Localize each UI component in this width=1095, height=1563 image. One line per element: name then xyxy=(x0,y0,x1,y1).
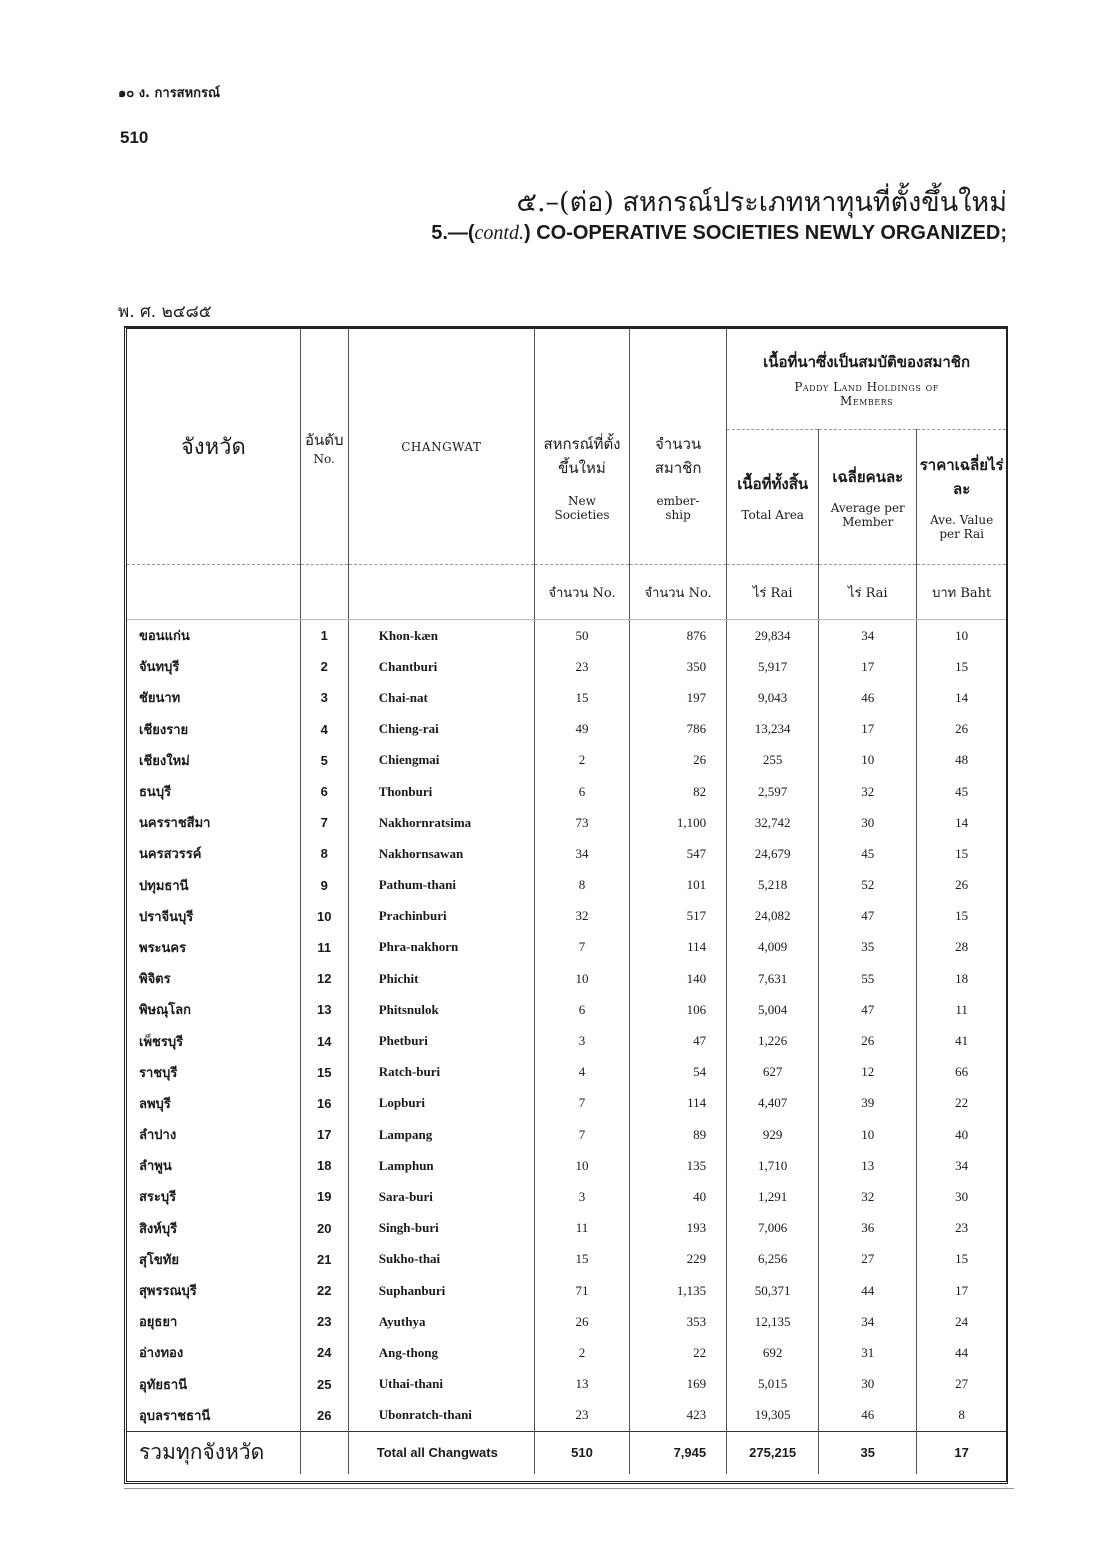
table-row xyxy=(127,1150,1006,1181)
table-row xyxy=(127,963,1006,994)
header-new-societies: สหกรณ์ที่ตั้งขึ้นใหม่ New Societies xyxy=(534,329,629,565)
new-societies-cell: 3 xyxy=(534,1025,629,1056)
table-row xyxy=(127,745,1006,776)
new-societies-cell: 34 xyxy=(534,838,629,869)
changwat-thai-cell: เพ็ชรบุรี xyxy=(139,1034,184,1050)
value-per-rai-cell: 26 xyxy=(917,714,1006,745)
membership-cell: 82 xyxy=(630,776,727,807)
unit-mem: จำนวน No. xyxy=(630,565,727,620)
value-per-rai-cell: 14 xyxy=(917,807,1006,838)
changwat-name-cell: Ratch-buri xyxy=(348,1057,534,1088)
table-row xyxy=(127,1057,1006,1088)
membership-cell: 876 xyxy=(630,620,727,652)
table-row xyxy=(127,1306,1006,1337)
total-area-cell: 24,679 xyxy=(727,838,819,869)
table-row xyxy=(127,807,1006,838)
table-row xyxy=(127,1213,1006,1244)
table-row xyxy=(127,994,1006,1025)
new-societies-cell: 15 xyxy=(534,1244,629,1275)
membership-cell: 517 xyxy=(630,901,727,932)
value-per-rai-cell: 48 xyxy=(917,745,1006,776)
value-per-rai-cell: 11 xyxy=(917,994,1006,1025)
changwat-thai-cell: สุโขทัย xyxy=(139,1252,179,1268)
changwat-thai-cell: นครสวรรค์ xyxy=(139,847,202,863)
changwat-thai-cell: สุพรรณบุรี xyxy=(139,1284,197,1300)
row-number-cell: 24 xyxy=(300,1337,348,1368)
total-area-cell: 929 xyxy=(727,1119,819,1150)
row-number-cell: 5 xyxy=(300,745,348,776)
new-societies-cell: 11 xyxy=(534,1213,629,1244)
changwat-thai-cell: พิจิตร xyxy=(139,972,171,988)
header-no: อันดับ No. xyxy=(300,329,348,565)
row-number-cell: 10 xyxy=(300,901,348,932)
membership-cell: 22 xyxy=(630,1337,727,1368)
changwat-name-cell: Chai-nat xyxy=(348,682,534,713)
value-per-rai-cell: 45 xyxy=(917,776,1006,807)
changwat-name-cell: Suphanburi xyxy=(348,1275,534,1306)
membership-cell: 786 xyxy=(630,714,727,745)
average-per-member-cell: 27 xyxy=(819,1244,917,1275)
changwat-thai-cell: เชียงราย xyxy=(139,722,189,738)
row-number-cell: 9 xyxy=(300,870,348,901)
table-row xyxy=(127,1025,1006,1056)
membership-cell: 193 xyxy=(630,1213,727,1244)
new-societies-cell: 6 xyxy=(534,994,629,1025)
header-value: ราคาเฉลี่ยไร่ละ Ave. Value per Rai xyxy=(917,430,1006,565)
value-per-rai-cell: 22 xyxy=(917,1088,1006,1119)
running-head: ๑๐ ง. การสหกรณ์ xyxy=(118,86,221,101)
table-row xyxy=(127,651,1006,682)
changwat-thai-cell: อุบลราชธานี xyxy=(139,1408,211,1424)
table-row xyxy=(127,1244,1006,1275)
average-per-member-cell: 10 xyxy=(819,1119,917,1150)
value-per-rai-cell: 28 xyxy=(917,932,1006,963)
table-row xyxy=(127,932,1006,963)
year-label: พ. ศ. ๒๔๘๕ xyxy=(118,302,212,322)
row-number-cell: 20 xyxy=(300,1213,348,1244)
average-per-member-cell: 46 xyxy=(819,682,917,713)
total-area-cell: 4,009 xyxy=(727,932,819,963)
unit-area: ไร่ Rai xyxy=(727,565,819,620)
total-area-cell: 29,834 xyxy=(727,620,819,652)
changwat-name-cell: Prachinburi xyxy=(348,901,534,932)
membership-cell: 547 xyxy=(630,838,727,869)
changwat-thai-cell: ลพบุรี xyxy=(139,1096,171,1112)
average-per-member-cell: 26 xyxy=(819,1025,917,1056)
total-area-cell: 7,006 xyxy=(727,1213,819,1244)
changwat-name-cell: Ayuthya xyxy=(348,1306,534,1337)
total-area-cell: 4,407 xyxy=(727,1088,819,1119)
changwat-name-cell: Chieng-rai xyxy=(348,714,534,745)
value-per-rai-cell: 15 xyxy=(917,901,1006,932)
value-per-rai-cell: 26 xyxy=(917,870,1006,901)
changwat-name-cell: Chiengmai xyxy=(348,745,534,776)
total-area-cell: 2,597 xyxy=(727,776,819,807)
average-per-member-cell: 13 xyxy=(819,1150,917,1181)
table-row xyxy=(127,714,1006,745)
new-societies-cell: 4 xyxy=(534,1057,629,1088)
header-changwat-thai: จังหวัด xyxy=(180,435,246,460)
changwat-thai-cell: ปทุมธานี xyxy=(139,878,189,894)
row-number-cell: 7 xyxy=(300,807,348,838)
total-area-cell: 50,371 xyxy=(727,1275,819,1306)
new-societies-cell: 3 xyxy=(534,1181,629,1212)
changwat-name-cell: Thonburi xyxy=(348,776,534,807)
changwat-thai-cell: ลำปาง xyxy=(139,1128,177,1144)
row-number-cell: 3 xyxy=(300,682,348,713)
value-per-rai-cell: 15 xyxy=(917,838,1006,869)
changwat-name-cell: Ubonratch-thani xyxy=(348,1400,534,1432)
page-number: 510 xyxy=(120,128,149,147)
new-societies-cell: 7 xyxy=(534,1119,629,1150)
average-per-member-cell: 55 xyxy=(819,963,917,994)
changwat-name-cell: Phitsnulok xyxy=(348,994,534,1025)
value-per-rai-cell: 44 xyxy=(917,1337,1006,1368)
changwat-name-cell: Uthai-thani xyxy=(348,1369,534,1400)
changwat-thai-cell: เชียงใหม่ xyxy=(139,753,190,769)
table-row xyxy=(127,1181,1006,1212)
new-societies-cell: 13 xyxy=(534,1369,629,1400)
header-total-area: เนื้อที่ทั้งสิ้น Total Area xyxy=(727,430,819,565)
value-per-rai-cell: 17 xyxy=(917,1275,1006,1306)
row-number-cell: 18 xyxy=(300,1150,348,1181)
row-number-cell: 6 xyxy=(300,776,348,807)
row-number-cell: 22 xyxy=(300,1275,348,1306)
changwat-thai-cell: พระนคร xyxy=(139,940,187,956)
header-changwat: CHANGWAT xyxy=(348,329,534,565)
total-area-cell: 12,135 xyxy=(727,1306,819,1337)
value-per-rai-cell: 41 xyxy=(917,1025,1006,1056)
table-row xyxy=(127,870,1006,901)
average-per-member-cell: 10 xyxy=(819,745,917,776)
value-per-rai-cell: 27 xyxy=(917,1369,1006,1400)
changwat-thai-cell: ธนบุรี xyxy=(139,785,172,801)
new-societies-cell: 2 xyxy=(534,745,629,776)
value-per-rai-cell: 34 xyxy=(917,1150,1006,1181)
row-number-cell: 1 xyxy=(300,620,348,652)
changwat-name-cell: Chantburi xyxy=(348,651,534,682)
changwat-thai-cell: สิงห์บุรี xyxy=(139,1221,178,1237)
average-per-member-cell: 17 xyxy=(819,651,917,682)
changwat-thai-cell: พิษณุโลก xyxy=(139,1003,192,1019)
row-number-cell: 25 xyxy=(300,1369,348,1400)
changwat-thai-cell: อยุธยา xyxy=(139,1315,178,1331)
table-row xyxy=(127,1119,1006,1150)
table-row xyxy=(127,901,1006,932)
membership-cell: 140 xyxy=(630,963,727,994)
total-area-cell: 5,015 xyxy=(727,1369,819,1400)
total-area-cell: 6,256 xyxy=(727,1244,819,1275)
value-per-rai-cell: 8 xyxy=(917,1400,1006,1432)
changwat-name-cell: Lamphun xyxy=(348,1150,534,1181)
row-number-cell: 23 xyxy=(300,1306,348,1337)
total-area-cell: 627 xyxy=(727,1057,819,1088)
changwat-name-cell: Pathum-thani xyxy=(348,870,534,901)
new-societies-cell: 15 xyxy=(534,682,629,713)
new-societies-cell: 8 xyxy=(534,870,629,901)
membership-cell: 114 xyxy=(630,1088,727,1119)
average-per-member-cell: 47 xyxy=(819,994,917,1025)
membership-cell: 350 xyxy=(630,651,727,682)
changwat-name-cell: Khon-kæn xyxy=(348,620,534,652)
total-area-cell: 1,226 xyxy=(727,1025,819,1056)
row-number-cell: 4 xyxy=(300,714,348,745)
total-area-cell: 19,305 xyxy=(727,1400,819,1432)
average-per-member-cell: 36 xyxy=(819,1213,917,1244)
membership-cell: 1,135 xyxy=(630,1275,727,1306)
average-per-member-cell: 30 xyxy=(819,807,917,838)
average-per-member-cell: 32 xyxy=(819,776,917,807)
total-area-cell: 5,218 xyxy=(727,870,819,901)
table-row xyxy=(127,1400,1006,1432)
new-societies-cell: 10 xyxy=(534,1150,629,1181)
value-per-rai-cell: 40 xyxy=(917,1119,1006,1150)
membership-cell: 47 xyxy=(630,1025,727,1056)
average-per-member-cell: 52 xyxy=(819,870,917,901)
unit-new: จำนวน No. xyxy=(534,565,629,620)
value-per-rai-cell: 30 xyxy=(917,1181,1006,1212)
total-area-cell: 692 xyxy=(727,1337,819,1368)
value-per-rai-cell: 23 xyxy=(917,1213,1006,1244)
new-societies-cell: 6 xyxy=(534,776,629,807)
average-per-member-cell: 35 xyxy=(819,932,917,963)
membership-cell: 197 xyxy=(630,682,727,713)
changwat-name-cell: Singh-buri xyxy=(348,1213,534,1244)
row-number-cell: 26 xyxy=(300,1400,348,1432)
membership-cell: 135 xyxy=(630,1150,727,1181)
average-per-member-cell: 47 xyxy=(819,901,917,932)
changwat-name-cell: Phetburi xyxy=(348,1025,534,1056)
total-area-cell: 13,234 xyxy=(727,714,819,745)
changwat-name-cell: Sukho-thai xyxy=(348,1244,534,1275)
row-number-cell: 17 xyxy=(300,1119,348,1150)
total-area-cell: 9,043 xyxy=(727,682,819,713)
value-per-rai-cell: 66 xyxy=(917,1057,1006,1088)
table-row xyxy=(127,682,1006,713)
changwat-thai-cell: อ่างทอง xyxy=(139,1346,184,1362)
changwat-name-cell: Ang-thong xyxy=(348,1337,534,1368)
changwat-thai-cell: ปราจีนบุรี xyxy=(139,909,194,925)
table-title-english: 5.—(contd.) CO-OPERATIVE SOCIETIES NEWLY ORGANIZED; xyxy=(431,222,1007,244)
new-societies-cell: 49 xyxy=(534,714,629,745)
membership-cell: 423 xyxy=(630,1400,727,1432)
new-societies-cell: 73 xyxy=(534,807,629,838)
unit-avg: ไร่ Rai xyxy=(819,565,917,620)
table-row xyxy=(127,1275,1006,1306)
average-per-member-cell: 34 xyxy=(819,1306,917,1337)
membership-cell: 114 xyxy=(630,932,727,963)
average-per-member-cell: 12 xyxy=(819,1057,917,1088)
total-area-cell: 1,291 xyxy=(727,1181,819,1212)
membership-cell: 40 xyxy=(630,1181,727,1212)
changwat-thai-cell: สระบุรี xyxy=(139,1190,177,1206)
row-number-cell: 14 xyxy=(300,1025,348,1056)
value-per-rai-cell: 24 xyxy=(917,1306,1006,1337)
row-number-cell: 19 xyxy=(300,1181,348,1212)
changwat-name-cell: Phichit xyxy=(348,963,534,994)
average-per-member-cell: 32 xyxy=(819,1181,917,1212)
row-number-cell: 21 xyxy=(300,1244,348,1275)
value-per-rai-cell: 14 xyxy=(917,682,1006,713)
changwat-thai-cell: ราชบุรี xyxy=(139,1065,178,1081)
row-number-cell: 8 xyxy=(300,838,348,869)
membership-cell: 26 xyxy=(630,745,727,776)
changwat-thai-cell: อุทัยธานี xyxy=(139,1377,188,1393)
changwat-name-cell: Nakhornratsima xyxy=(348,807,534,838)
statistics-table xyxy=(124,326,1008,1484)
total-area-cell: 5,004 xyxy=(727,994,819,1025)
table-row xyxy=(127,1369,1006,1400)
changwat-name-cell: Sara-buri xyxy=(348,1181,534,1212)
changwat-name-cell: Lampang xyxy=(348,1119,534,1150)
average-per-member-cell: 30 xyxy=(819,1369,917,1400)
membership-cell: 89 xyxy=(630,1119,727,1150)
value-per-rai-cell: 18 xyxy=(917,963,1006,994)
row-number-cell: 12 xyxy=(300,963,348,994)
row-number-cell: 16 xyxy=(300,1088,348,1119)
row-number-cell: 11 xyxy=(300,932,348,963)
membership-cell: 54 xyxy=(630,1057,727,1088)
total-area-cell: 24,082 xyxy=(727,901,819,932)
changwat-thai-cell: จันทบุรี xyxy=(139,660,180,676)
new-societies-cell: 26 xyxy=(534,1306,629,1337)
unit-val: บาท Baht xyxy=(917,565,1006,620)
new-societies-cell: 7 xyxy=(534,932,629,963)
total-area-cell: 1,710 xyxy=(727,1150,819,1181)
average-per-member-cell: 44 xyxy=(819,1275,917,1306)
changwat-thai-cell: ขอนแก่น xyxy=(139,629,190,645)
membership-cell: 101 xyxy=(630,870,727,901)
table-title-thai: ๕.–(ต่อ) สหกรณ์ประเภทหาทุนที่ตั้งขึ้นใหม่ xyxy=(516,187,1007,218)
average-per-member-cell: 46 xyxy=(819,1400,917,1432)
table-row xyxy=(127,1337,1006,1368)
total-row: รวมทุกจังหวัด Total all Changwats 510 7,945 275,215 35 17 xyxy=(127,1431,1006,1474)
average-per-member-cell: 17 xyxy=(819,714,917,745)
header-paddy-group: เนื้อที่นาซึ่งเป็นสมบัติของสมาชิก Paddy Land Holdings of Members xyxy=(727,329,1006,430)
average-per-member-cell: 31 xyxy=(819,1337,917,1368)
row-number-cell: 2 xyxy=(300,651,348,682)
table-row xyxy=(127,838,1006,869)
header-membership: จำนวนสมาชิก ember- ship xyxy=(630,329,727,565)
new-societies-cell: 71 xyxy=(534,1275,629,1306)
row-number-cell: 13 xyxy=(300,994,348,1025)
average-per-member-cell: 34 xyxy=(819,620,917,652)
new-societies-cell: 7 xyxy=(534,1088,629,1119)
row-number-cell: 15 xyxy=(300,1057,348,1088)
total-area-cell: 7,631 xyxy=(727,963,819,994)
changwat-thai-cell: นครราชสีมา xyxy=(139,816,211,832)
membership-cell: 353 xyxy=(630,1306,727,1337)
new-societies-cell: 23 xyxy=(534,651,629,682)
new-societies-cell: 10 xyxy=(534,963,629,994)
changwat-thai-cell: ชัยนาท xyxy=(139,691,181,707)
new-societies-cell: 2 xyxy=(534,1337,629,1368)
changwat-name-cell: Nakhornsawan xyxy=(348,838,534,869)
total-area-cell: 255 xyxy=(727,745,819,776)
new-societies-cell: 32 xyxy=(534,901,629,932)
average-per-member-cell: 45 xyxy=(819,838,917,869)
membership-cell: 106 xyxy=(630,994,727,1025)
total-area-cell: 5,917 xyxy=(727,651,819,682)
new-societies-cell: 23 xyxy=(534,1400,629,1432)
value-per-rai-cell: 10 xyxy=(917,620,1006,652)
membership-cell: 229 xyxy=(630,1244,727,1275)
average-per-member-cell: 39 xyxy=(819,1088,917,1119)
value-per-rai-cell: 15 xyxy=(917,651,1006,682)
changwat-name-cell: Lopburi xyxy=(348,1088,534,1119)
new-societies-cell: 50 xyxy=(534,620,629,652)
table-row xyxy=(127,620,1006,652)
header-average: เฉลี่ยคนละ Average per Member xyxy=(819,430,917,565)
value-per-rai-cell: 15 xyxy=(917,1244,1006,1275)
changwat-name-cell: Phra-nakhorn xyxy=(348,932,534,963)
membership-cell: 169 xyxy=(630,1369,727,1400)
changwat-thai-cell: ลำพูน xyxy=(139,1159,172,1175)
bottom-rule xyxy=(124,1488,1014,1489)
table-row xyxy=(127,1088,1006,1119)
table-row xyxy=(127,776,1006,807)
membership-cell: 1,100 xyxy=(630,807,727,838)
total-area-cell: 32,742 xyxy=(727,807,819,838)
